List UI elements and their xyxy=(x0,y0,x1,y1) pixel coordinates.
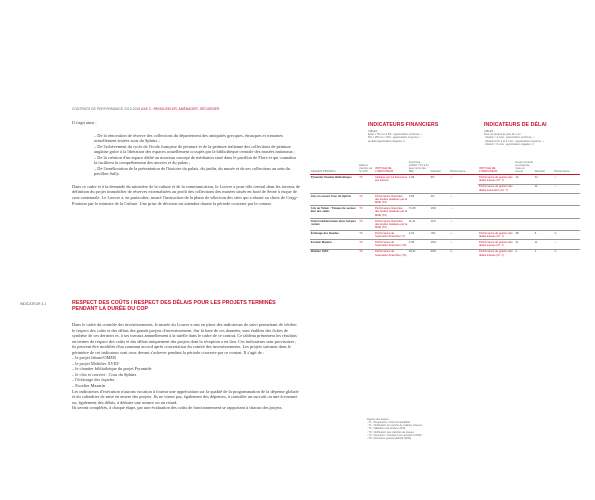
cell-performance xyxy=(449,184,478,193)
table-row xyxy=(310,240,580,249)
cell-ref: T3 xyxy=(358,218,374,230)
project-list-item: – le projet Mobilier XVIIIᵉ xyxy=(72,360,120,366)
col-delay-result: Résultat xyxy=(534,170,545,174)
project-list-item: – le clos et couvert : Cour du Sphinx xyxy=(72,371,137,377)
col-performance: Performance xyxy=(449,170,466,174)
cell-performance: ☺ xyxy=(449,218,478,230)
footnote-line: - T3 : Notification des marchés de travaux xyxy=(367,430,415,434)
project-list-item: – le projet Jabare/OMER xyxy=(72,355,117,361)
project-list-item: – l'éclairage des façades xyxy=(72,377,115,383)
footnote-line: - T1 : Notification du marché de maîtrise d'œuvre xyxy=(367,424,423,428)
cell-delay-target: 4 xyxy=(515,249,534,258)
cell-delay-indicator: Performance de gestion des délais travaux (Cf. 7) xyxy=(479,241,513,248)
body-list-item: – De la rénovation de réserve des collections du département des antiquités grecques, étrusques et romaines actuellement situées sous du Sphinx ; xyxy=(94,132,283,144)
cell-ref: T3 xyxy=(358,249,374,258)
col-result: Résultat xyxy=(430,170,441,174)
col-delay-target: Durée contrôle au projet de mise en œuvre xyxy=(515,160,533,174)
intro-line: Il s'agit ainsi : xyxy=(72,120,97,125)
cell-delay-indicator xyxy=(478,206,514,218)
table-row xyxy=(310,184,580,193)
cell-cost: 11,41 xyxy=(408,218,430,230)
cell-ref: T3 xyxy=(358,206,374,218)
indicator-margin-label: INDICATEUR 3.1 xyxy=(20,302,47,306)
cell-cost: 72,25 xyxy=(408,206,430,218)
cell-project xyxy=(310,184,358,193)
cell-delay-result: 11 xyxy=(534,184,553,193)
cell-delay-indicator: Performance de gestion des délais travaux (Cf. 7) xyxy=(479,176,513,183)
financial-indicators-note: CIBLES : Ecart ≤ 5% et ≤0,5% : appréciation conforme ☺ 5% ≤ 15% et ≤ 10% : appréciation moyenne ☺ au-delà appréciation négative ☹ xyxy=(368,130,423,143)
project-list-item: – Escalier Mazarin xyxy=(72,383,106,389)
cell-delay-target xyxy=(515,193,534,205)
cell-delay-result: 6 xyxy=(534,231,553,240)
cell-fin-indicator: Performance financière des études réalisées par la MOE (T2) xyxy=(374,219,408,230)
cell-result: 11% xyxy=(430,218,449,230)
cell-performance: ☺ xyxy=(449,206,478,218)
body-list-item: – De l'amélioration de la présentation de l'histoire du palais, du jardin, du musée et de ses collections au sein du pavillon Sully. xyxy=(94,165,290,177)
cell-delay-target xyxy=(515,218,534,230)
cell-cost: 26,31 xyxy=(408,249,430,258)
cell-project: Arts de l'Islam : Travaux de secteur Bon des salles xyxy=(310,206,358,218)
cell-fin-indicator: Performance financière des études réalisées par la MOE (T2) xyxy=(374,194,408,205)
cell-delay-target: 14 xyxy=(515,175,534,184)
cell-delay-result: 14 xyxy=(534,175,553,184)
cell-fin-indicator: Performance de l'estimation financière (T) xyxy=(374,231,408,240)
col-delay-indicator: INTITULÉ DE L'INDICATEUR xyxy=(479,167,498,174)
performance-table xyxy=(310,160,580,258)
table-row xyxy=(310,249,580,258)
body-text-bottom xyxy=(72,322,300,411)
cell-result: 1% xyxy=(430,193,449,205)
cell-cost: 2,21 xyxy=(408,231,430,240)
cell-performance: ☺ xyxy=(449,175,478,184)
cell-fin-indicator: Performance de l'estimation financière (T2) xyxy=(374,250,407,257)
cell-delay-performance: ☺ xyxy=(553,175,580,184)
cell-result: 5% xyxy=(430,175,449,184)
cell-delay-result xyxy=(534,193,553,205)
header-accent: AXE 3 : RENOUVELER, AMÉNAGER, SÉCURISER xyxy=(141,107,220,111)
cell-delay-performance xyxy=(553,218,580,230)
cell-cost: 2,55 xyxy=(408,193,430,205)
table-row xyxy=(310,206,580,218)
footnote-line: - T2 : Validation des études (APS) xyxy=(367,427,406,431)
cell-delay-performance: ☺ xyxy=(553,184,580,193)
cell-cost: 4,09 xyxy=(408,175,430,184)
footnote-line: - T1 : Programme / choix de faisabilité xyxy=(367,421,410,425)
cell-result: 20% xyxy=(430,249,449,258)
cell-performance: ☺ xyxy=(449,193,478,205)
paragraph-4: Les indicateurs d'exécution n'aurons vocation à fournir une appréciation sur la qualité de la programmation de la dépense globale et du calendrier de mise en œuvre des projets. Ils ne visent pas, également des dépenses, à contrôler un surcoût ou une économie ou, également des délais, à déduire une avance ou un retard. xyxy=(72,388,299,405)
footnote-line: - T4 : Ouverture / réception à la réception (OPR) xyxy=(367,433,422,437)
header-left: CONTRATS DE PERFORMANCE 2013-2015 xyxy=(72,107,141,111)
cell-delay-result xyxy=(534,218,553,230)
cell-delay-result: 11 xyxy=(534,240,553,249)
cell-delay-performance: ☺ xyxy=(553,240,580,249)
financial-indicators-title: INDICATEURS FINANCIERS xyxy=(368,122,439,128)
paragraph-5: Ils seront complétés, à chaque étape, par une évaluation des coûts de fonctionnement se rapportant à chacun des projets. xyxy=(72,405,283,411)
cell-delay-target: 48 xyxy=(515,231,534,240)
cell-ref xyxy=(358,184,374,193)
cell-project: Orient méditerranéen dans l'empire romain xyxy=(310,218,358,230)
cell-cost xyxy=(408,184,430,193)
cell-delay-performance xyxy=(553,193,580,205)
cell-performance: ☺ xyxy=(449,231,478,240)
paragraph-2: Dans ce cadre et à la demande du ministère de la culture et de la communication, le Louvre a pour rôle central dans les travaux de définition du projet immobilier de réserves externalisées au profit des collections des musées situés en bord de Seine à risque de crue centennale. Le Louvre a, en particulier, assuré l'instruction de la phase de sélection des sites qui a abouti au choix de Cergy-Pontoise par le ministre de la Culture. Une prise de décision est attendue durant la période couverte par le contrat. xyxy=(72,183,300,206)
cell-ref: T3 xyxy=(358,231,374,240)
cell-delay-performance: ☹ xyxy=(553,249,580,258)
cell-delay-performance xyxy=(553,206,580,218)
delay-indicators-note: CIBLES : Pour les projets de plus de 1 an : - Retard < 3 mois : appréciation conforme ☺ - Retard entre 3 et 6 mois : appréciation moyenne ☺ - Retard > 6 mois : appréciation négative ☹ xyxy=(484,130,545,146)
table-row xyxy=(310,193,580,205)
body-text-top xyxy=(72,120,300,206)
cell-delay-target xyxy=(515,184,534,193)
cell-result: -5% xyxy=(430,231,449,240)
cell-performance: ☹ xyxy=(449,249,478,258)
cell-project: Mobilier XVIIIᵉ xyxy=(310,249,358,258)
col-cost: Coût final (chiffré TTC à fin avec la fin des ME) xyxy=(408,160,429,174)
cell-ref: T3 xyxy=(358,193,374,205)
cell-delay-target xyxy=(515,206,534,218)
body-list-item: – De l'achèvement du cycle de l'école française de peinture et de la peinture italienne des collections de peinture anglaise grâce à la libération des espaces actuellement occupés par la bibliothèque centrale des musées nationaux ; xyxy=(94,143,296,155)
footnote-line: - T5 : Décompte général définitif (DGD) xyxy=(367,436,412,440)
cell-delay-indicator xyxy=(478,193,514,205)
cell-delay-result: 1 xyxy=(534,249,553,258)
col-delay-performance: Performance xyxy=(554,170,570,174)
col-weight: Délai à inscrire sur le COP xyxy=(359,163,373,174)
table-header-row xyxy=(310,160,580,175)
footnotes xyxy=(367,418,422,440)
cell-delay-indicator: Performance de gestion des délais travaux (Cf. 7) xyxy=(479,250,513,257)
project-list-item: – le chantier bibliothèque du projet Pyramide xyxy=(72,366,152,372)
cell-result xyxy=(430,184,449,193)
cell-project: Éclairage des façades xyxy=(310,231,358,240)
cell-ref: T3 xyxy=(358,240,374,249)
cell-project: Clos et couvert Cour du Sphinx xyxy=(310,193,358,205)
col-project: GRANDS PROJETS xyxy=(310,170,336,174)
cell-delay-indicator: Performance de gestion des délais travaux (Cf. 7) xyxy=(479,232,513,239)
cell-result: 16% xyxy=(430,206,449,218)
cell-ref: T3 xyxy=(358,175,374,184)
section-title: RESPECT DES COÛTS / RESPECT DES DÉLAIS POUR LES PROJETS TERMINÉS PENDANT LA DURÉE DU COP xyxy=(72,300,276,313)
cell-project: Escalier Mazarin xyxy=(310,240,358,249)
delay-indicators-title: INDICATEURS DE DÉLAI xyxy=(484,122,547,128)
cell-delay-result xyxy=(534,206,553,218)
paragraph-3: Dans le cadre du contrôle des investissements, le musée du Louvre a mis en place des indicateurs de suivi permettant de vérifier le respect des coûts et des délais des grands projets d'investissement. Sur la base de ces données, sont établies des fiches de synthèse de ces derniers et, à ses travaux annuellement à la tutelle dans le cadre de ce contrat. Ce tableau présentera les résultats en termes de respect des coûts et des délais uniquement des projets dont la réception a eu lieu. Ces indicateurs sont provisoires ; ils peuvent être modifiés d'un commun accord après concertation du comité des investissements. Les projets suivants dans le périmètre de cet indicateur sont ceux devant s'achever pendant la période couverte par ce contrat. Il s'agit de : xyxy=(72,322,297,355)
cell-fin-indicator: Performance financière des études réalisées par la MOE (T2) xyxy=(374,207,408,217)
cell-delay-indicator: Performance de gestion des délais exécutions (Cf. 7) xyxy=(479,185,513,192)
cell-performance: ☺ xyxy=(449,240,478,249)
running-header xyxy=(72,107,219,111)
body-list-item: – De la création d'un espace dédié au nouveau concept de médiation situé dans le pavillon de Flore et qui connaîtra la facilitera la compréhension des œuvres et du palais ; xyxy=(94,154,296,166)
cell-fin-indicator: Performance de l'estimation financière (T2) xyxy=(374,241,407,248)
cell-delay-performance: ☹ xyxy=(553,231,580,240)
cell-delay-target: 11 xyxy=(515,240,534,249)
col-fin-indicator: INTITULÉ DE L'INDICATEUR xyxy=(374,167,394,174)
footnote-line: Repère des étapes : xyxy=(367,418,390,421)
cell-result: 15% xyxy=(430,240,449,249)
cell-fin-indicator: Cadrage par les financeurs ses travaux xyxy=(374,176,408,183)
table-row xyxy=(310,231,580,240)
cell-fin-indicator xyxy=(374,184,408,193)
cell-project: Pyramide Chantier Bibliothèque xyxy=(310,175,358,184)
table-row xyxy=(310,218,580,230)
table-row xyxy=(310,175,580,184)
cell-delay-indicator xyxy=(478,218,514,230)
cell-cost: 4,35 xyxy=(408,240,430,249)
